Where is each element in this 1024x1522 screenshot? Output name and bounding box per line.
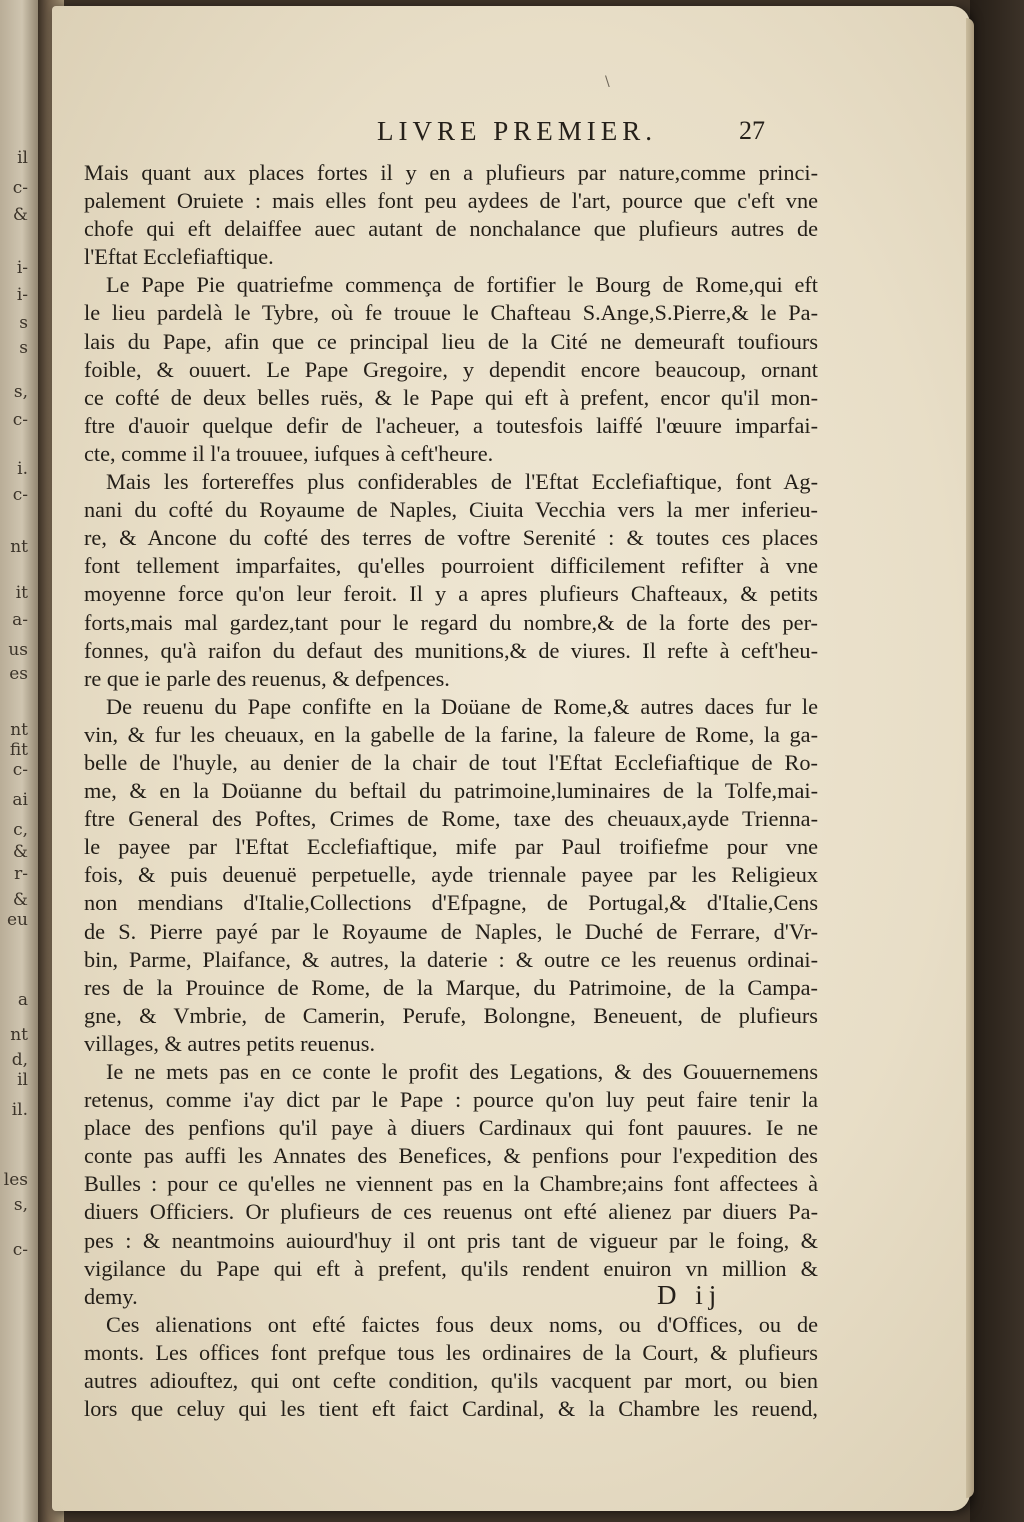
text-line: vin, & fur les cheuaux, en la gabelle de la farine, la faleure de Rome, la ga- xyxy=(84,721,818,747)
text-line: foible, & ouuert. Le Pape Gregoire, y dependit encore beaucoup, ornant xyxy=(84,356,818,382)
previous-page-text-fragment: les xyxy=(3,1170,28,1190)
running-title: LIVRE PREMIER. xyxy=(377,116,658,146)
text-line: font tellement imparfaites, qu'elles pourroient difficilement refifter à vne xyxy=(84,553,818,579)
text-line: ftre d'auoir quelque defir de l'acheuer, a toutesfois laiffé l'œuure imparfai- xyxy=(84,412,818,438)
previous-page-text-fragment: nt xyxy=(10,1025,28,1045)
previous-page-text-fragment: c- xyxy=(12,178,28,198)
text-line: chofe qui eft delaiffee auec autant de nonchalance que plufieurs autres de xyxy=(84,216,818,242)
text-line: de S. Pierre payé par le Royaume de Naples, le Duché de Ferrare, d'Vr- xyxy=(84,918,818,944)
previous-page-text-fragment: fit xyxy=(9,740,28,760)
text-line: re, & Ancone du cofté des terres de voftre Serenité : & toutes ces places xyxy=(84,525,818,551)
text-line: conte pas auffi les Annates des Benefices, & penfions pour l'expedition des xyxy=(84,1143,818,1169)
text-line: belle de l'huyle, au denier de la chair de tout l'Eftat Ecclefiaftique de Ro- xyxy=(84,749,818,775)
text-line: lors que celuy qui les tient eft faict Cardinal, & la Chambre les reuend, xyxy=(84,1396,818,1422)
text-line: autres adiouftez, qui ont cefte condition, qu'ils vacquent par mort, ou bien xyxy=(84,1368,818,1394)
text-line: place des penfions qu'il paye à diuers Cardinaux qui font pauures. Ie ne xyxy=(84,1115,818,1141)
text-line: Bulles : pour ce qu'elles ne viennent pas en la Chambre;ains font affectees à xyxy=(84,1171,818,1197)
text-line: fois, & puis deuenuë perpetuelle, ayde triennale payee par les Religieux xyxy=(84,862,818,888)
previous-page-text-fragment: nt xyxy=(10,537,28,557)
previous-page-text-fragment: & xyxy=(12,890,28,910)
text-line: forts,mais mal gardez,tant pour le regard du nombre,& de la forte des per- xyxy=(84,609,818,635)
text-line: gne, & Vmbrie, de Camerin, Perufe, Bolongne, Beneuent, de plufieurs xyxy=(84,1002,818,1028)
previous-page-text-fragment: c- xyxy=(12,485,28,505)
text-line: le payee par l'Eftat Ecclefiaftique, mife par Paul troifiefme pour vne xyxy=(84,834,818,860)
text-line: le lieu pardelà le Tybre, où fe trouue le Chafteau S.Ange,S.Pierre,& le Pa- xyxy=(84,300,818,326)
previous-page-text-fragment: a- xyxy=(12,610,28,630)
previous-page-text-fragment: c, xyxy=(13,820,28,840)
previous-page-edge xyxy=(0,0,40,1522)
text-line: moyenne force qu'on leur feroit. Il y a apres plufieurs Chafteaux, & petits xyxy=(84,581,818,607)
text-line: fonnes, qu'à raifon du defaut des munitions,& de viures. Il refte à ceft'heu- xyxy=(84,637,818,663)
previous-page-text-fragment: nt xyxy=(10,720,28,740)
previous-page-text-fragment: a xyxy=(17,990,28,1010)
page-header xyxy=(52,116,970,156)
previous-page-text-fragment: & xyxy=(12,842,28,862)
text-line: Ces alienations ont efté faictes fous deux noms, ou d'Offices, ou de xyxy=(106,1311,818,1337)
previous-page-text-fragment: s xyxy=(19,313,28,333)
text-line: palement Oruiete : mais elles font peu aydees de l'art, pource que c'eft vne xyxy=(84,188,818,214)
previous-page-text-fragment: s, xyxy=(13,382,28,402)
previous-page-text-fragment: c- xyxy=(12,410,28,430)
text-line: vigilance du Pape qui eft à prefent, qu'ils rendent enuiron vn million & xyxy=(84,1255,818,1281)
previous-page-text-fragment: il xyxy=(17,148,28,168)
previous-page-text-fragment: i- xyxy=(16,258,28,278)
text-line: me, & en la Doüanne du beftail du patrimoine,luminaires de la Tolfe,mai- xyxy=(84,778,818,804)
previous-page-text-fragment: d, xyxy=(11,1050,28,1070)
previous-page-text-fragment: us xyxy=(8,640,28,660)
previous-page-text-fragment: & xyxy=(12,205,28,225)
previous-page-text-fragment: es xyxy=(9,664,28,684)
text-line: re que ie parle des reuenus, & defpences. xyxy=(84,665,450,691)
text-line: res de la Prouince de Rome, de la Marque, du Patrimoine, de la Campa- xyxy=(84,974,818,1000)
book-page xyxy=(52,6,970,1511)
previous-page-text-fragment: il xyxy=(17,1070,28,1090)
text-line: monts. Les offices font prefque tous les ordinaires de la Court, & plufieurs xyxy=(84,1339,818,1365)
text-line: cte, comme il l'a trouuee, iufques à ceft'heure. xyxy=(84,440,494,466)
background-strip xyxy=(970,0,1024,1522)
previous-page-text-fragment: it xyxy=(15,583,28,603)
previous-page-text-fragment: r- xyxy=(14,864,28,884)
text-line: ftre General des Poftes, Crimes de Rome, taxe des cheuaux,ayde Trienna- xyxy=(84,806,818,832)
text-line: bin, Parme, Plaifance, & autres, la daterie : & outre ce les reuenus ordinai- xyxy=(84,946,818,972)
previous-page-text-fragment: ai xyxy=(12,790,28,810)
text-line: demy. xyxy=(84,1283,138,1309)
text-line: villages, & autres petits reuenus. xyxy=(84,1030,376,1056)
text-line: nani du cofté du Royaume de Naples, Ciuita Vecchia vers la mer inferieu- xyxy=(84,497,818,523)
text-line: lais du Pape, afin que ce principal lieu de la Cité ne demeuraft toufiours xyxy=(84,328,818,354)
previous-page-text-fragment: i. xyxy=(17,459,28,479)
text-line: diuers Officiers. Or plufieurs de ces reuenus ont efté alienez par diuers Pa- xyxy=(84,1199,818,1225)
text-line: ce cofté de deux belles ruës, & le Pape qui eft à prefent, encor qu'il mon- xyxy=(84,384,818,410)
previous-page-text-fragment: il. xyxy=(11,1100,28,1120)
text-line: pes : & neantmoins auiourd'huy il ont pris tant de vigueur par le foing, & xyxy=(84,1227,818,1253)
previous-page-text-fragment: c- xyxy=(12,1240,28,1260)
text-line: non mendians d'Italie,Collections d'Efpagne, de Portugal,& d'Italie,Cens xyxy=(84,890,818,916)
previous-page-text-fragment: i- xyxy=(16,285,28,305)
page-edge xyxy=(966,18,974,1498)
text-line: Mais quant aux places fortes il y en a plufieurs par nature,comme princi- xyxy=(84,160,818,185)
text-line: retenus, comme i'ay dict par le Pape : pource qu'on luy peut faire tenir la xyxy=(84,1087,818,1113)
text-line: Le Pape Pie quatriefme commença de fortifier le Bourg de Rome,qui eft xyxy=(106,272,818,298)
text-line: Ie ne mets pas en ce conte le profit des Legations, & des Gouuernemens xyxy=(106,1059,818,1084)
signature-mark: D ij xyxy=(657,1280,723,1310)
previous-page-text-fragment: s xyxy=(19,338,28,358)
text-line: Mais les fortereffes plus confiderables de l'Eftat Ecclefiaftique, font Ag- xyxy=(106,469,818,495)
previous-page-text-fragment: s, xyxy=(13,1195,28,1215)
page-number: 27 xyxy=(739,116,765,145)
text-line: De reuenu du Pape confifte en la Doüane de Rome,& autres daces fur le xyxy=(106,693,818,719)
body-text xyxy=(84,159,818,1423)
previous-page-text-fragment: eu xyxy=(6,910,28,930)
text-line: l'Eftat Ecclefiaftique. xyxy=(84,244,274,270)
stray-mark: \ xyxy=(605,74,610,90)
previous-page-text-fragment: c- xyxy=(12,760,28,780)
